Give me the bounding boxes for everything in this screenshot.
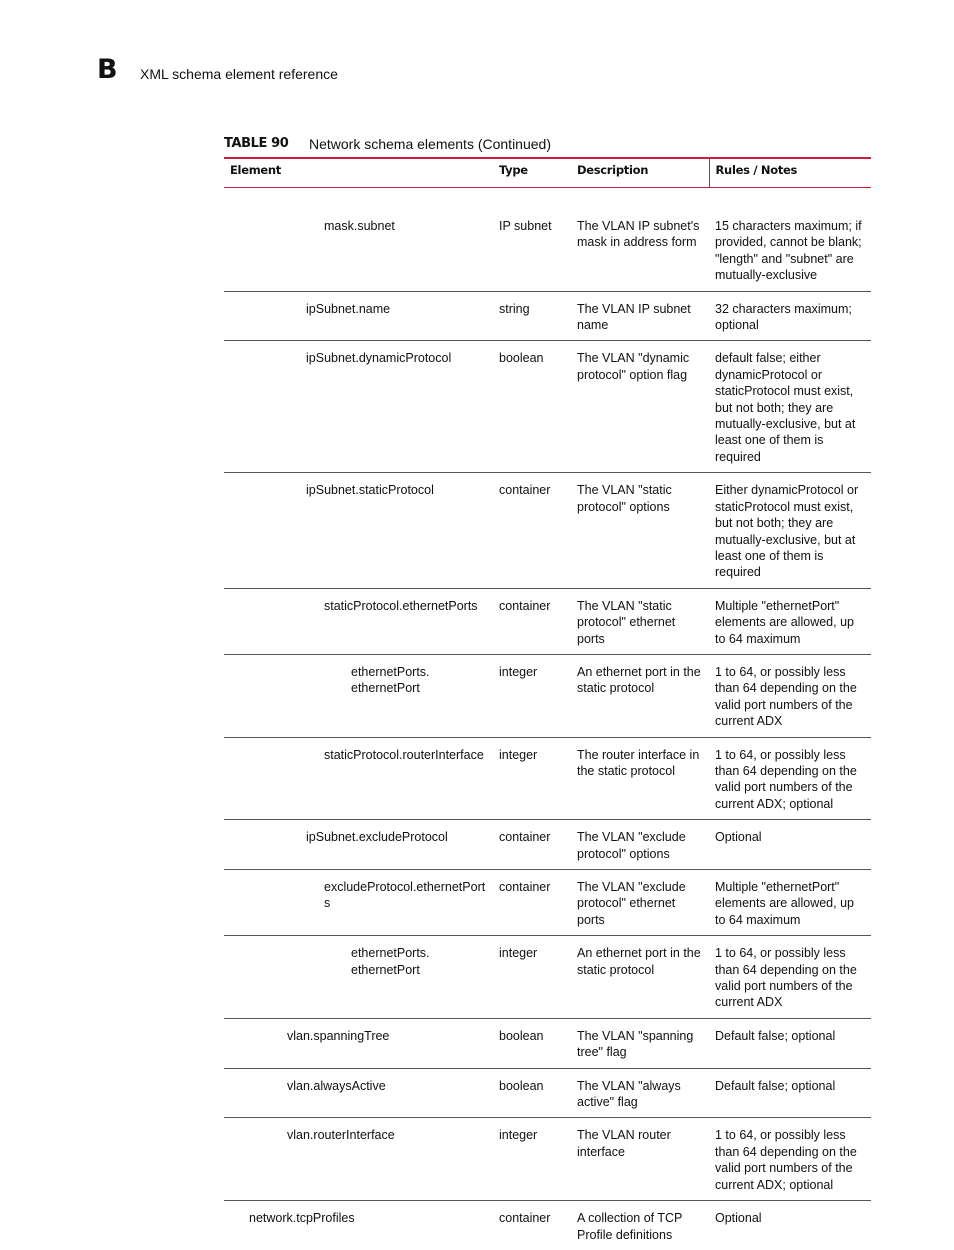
table-row — [224, 341, 871, 473]
table-row — [224, 654, 871, 737]
column-header-type: Type — [493, 159, 571, 188]
type-cell: boolean — [493, 341, 571, 473]
type-cell: integer — [493, 737, 571, 820]
description-cell: The VLAN "always active" flag — [571, 1068, 709, 1118]
table-row — [224, 1068, 871, 1118]
element-cell: mask.subnet — [224, 188, 493, 292]
element-cell: staticProtocol.routerInterface — [224, 737, 493, 820]
table-caption-text: Network schema elements (Continued) — [309, 136, 551, 152]
type-cell: integer — [493, 936, 571, 1019]
notes-cell: Multiple "ethernetPort" elements are allowed, up to 64 maximum — [709, 870, 871, 936]
type-cell: container — [493, 473, 571, 588]
element-cell: ipSubnet.dynamicProtocol — [224, 341, 493, 473]
notes-cell: Either dynamicProtocol or staticProtocol must exist, but not both; they are mutually-exclusive, but at least one of them is required — [709, 473, 871, 588]
type-cell: container — [493, 870, 571, 936]
description-cell: The VLAN "spanning tree" flag — [571, 1018, 709, 1068]
schema-table — [224, 159, 871, 1250]
type-cell: container — [493, 588, 571, 654]
description-cell: The VLAN "static protocol" options — [571, 473, 709, 588]
type-cell: boolean — [493, 1068, 571, 1118]
element-cell: vlan.spanningTree — [224, 1018, 493, 1068]
table-caption — [224, 135, 871, 155]
notes-cell: default false; either dynamicProtocol or staticProtocol must exist, but not both; they are mutually-exclusive, but at least one of them is required — [709, 341, 871, 473]
description-cell: The VLAN router interface — [571, 1118, 709, 1201]
element-cell: ipSubnet.name — [224, 291, 493, 341]
table-row — [224, 1118, 871, 1201]
description-cell: The VLAN "dynamic protocol" option flag — [571, 341, 709, 473]
table-row — [224, 588, 871, 654]
notes-cell: 1 to 64, or possibly less than 64 depending on the valid port numbers of the current ADX; optional — [709, 1118, 871, 1201]
element-cell: ethernetPorts. ethernetPort — [224, 936, 493, 1019]
table-row — [224, 291, 871, 341]
notes-cell: 1 to 64, or possibly less than 64 depending on the valid port numbers of the current ADX; optional — [709, 737, 871, 820]
chapter-title: XML schema element reference — [140, 66, 338, 82]
notes-cell: Default false; optional — [709, 1018, 871, 1068]
table-row — [224, 737, 871, 820]
description-cell: A collection of TCP Profile definitions — [577, 1211, 683, 1242]
table-row — [224, 473, 871, 588]
table-row — [224, 1201, 871, 1250]
description-cell: An ethernet port in the static protocol — [571, 936, 709, 1019]
table-row — [224, 188, 871, 292]
description-cell: The VLAN "exclude protocol" options — [571, 820, 709, 870]
chapter-letter: B — [97, 54, 118, 85]
notes-cell: Optional — [715, 1211, 762, 1226]
table-row — [224, 870, 871, 936]
notes-cell: 32 characters maximum; optional — [709, 291, 871, 341]
type-cell: integer — [493, 1118, 571, 1201]
type-cell: container — [499, 1211, 551, 1226]
element-cell: vlan.routerInterface — [224, 1118, 493, 1201]
description-cell: An ethernet port in the static protocol — [571, 654, 709, 737]
element-cell: excludeProtocol.ethernetPorts — [224, 870, 493, 936]
description-cell: The VLAN "exclude protocol" ethernet ports — [571, 870, 709, 936]
notes-cell: Optional — [709, 820, 871, 870]
element-cell: ipSubnet.excludeProtocol — [224, 820, 493, 870]
element-cell: ethernetPorts. ethernetPort — [224, 654, 493, 737]
element-cell: ipSubnet.staticProtocol — [224, 473, 493, 588]
notes-cell: Default false; optional — [709, 1068, 871, 1118]
column-header-element: Element — [224, 159, 493, 188]
notes-cell: Multiple "ethernetPort" elements are allowed, up to 64 maximum — [709, 588, 871, 654]
notes-cell: 1 to 64, or possibly less than 64 depending on the valid port numbers of the current ADX — [709, 654, 871, 737]
table-row — [224, 820, 871, 870]
type-cell: IP subnet — [493, 188, 571, 292]
type-cell: container — [493, 820, 571, 870]
description-cell: The VLAN "static protocol" ethernet ports — [571, 588, 709, 654]
table-row — [224, 1018, 871, 1068]
type-cell: string — [493, 291, 571, 341]
type-cell: boolean — [493, 1018, 571, 1068]
column-header-description: Description — [571, 159, 709, 188]
element-cell: network.tcpProfiles — [249, 1211, 355, 1226]
notes-cell: 1 to 64, or possibly less than 64 depending on the valid port numbers of the current ADX — [709, 936, 871, 1019]
table-number: TABLE 90 — [224, 136, 289, 151]
description-cell: The VLAN IP subnet's mask in address form — [571, 188, 709, 292]
column-header-rules-notes: Rules / Notes — [709, 159, 871, 188]
table-row — [224, 936, 871, 1019]
element-cell: staticProtocol.ethernetPorts — [224, 588, 493, 654]
type-cell: integer — [493, 654, 571, 737]
description-cell: The VLAN IP subnet name — [571, 291, 709, 341]
notes-cell: 15 characters maximum; if provided, cannot be blank; "length" and "subnet" are mutually-exclusive — [709, 188, 871, 292]
description-cell: The router interface in the static protocol — [571, 737, 709, 820]
element-cell: vlan.alwaysActive — [224, 1068, 493, 1118]
table-header-row — [224, 159, 871, 188]
